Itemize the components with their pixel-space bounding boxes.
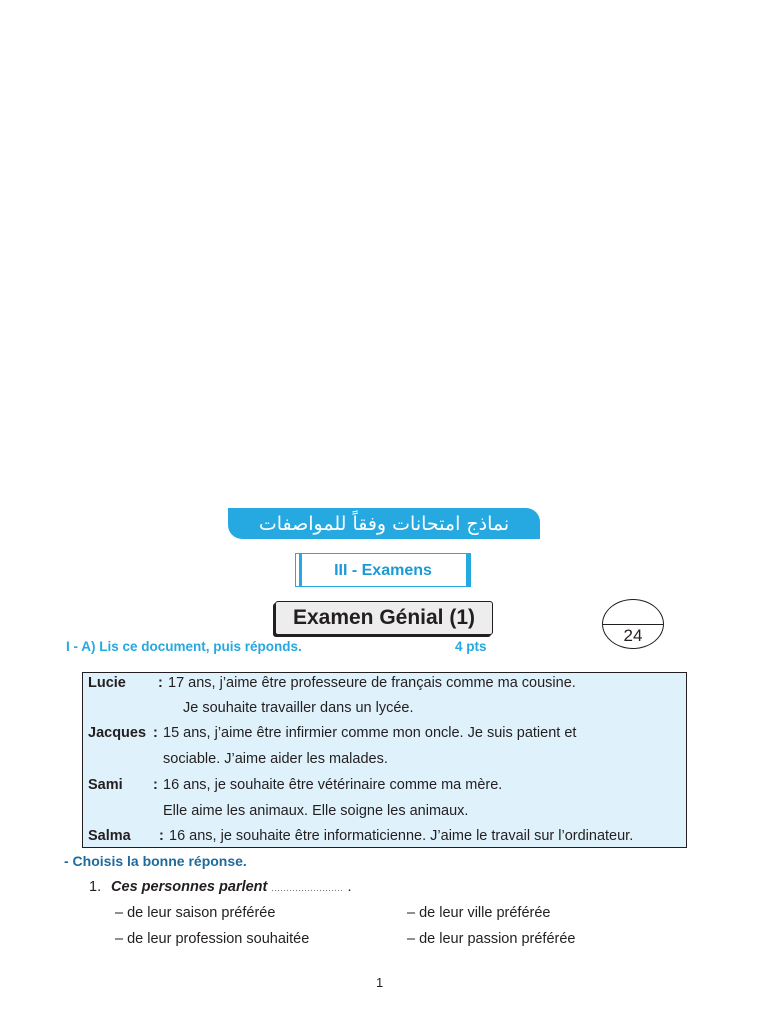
question-text: Ces personnes parlent: [111, 879, 268, 895]
option-b: – de leur ville préférée: [407, 905, 551, 921]
entry-separator: :: [159, 828, 164, 844]
arabic-title-text: نماذج امتحانات وفقاً للمواصفات: [258, 512, 510, 535]
exam-title: Examen Génial (1): [292, 606, 476, 629]
part-points: 4 pts: [455, 639, 487, 654]
entry-name: Sami: [88, 777, 123, 793]
option-c: – de leur profession souhaitée: [115, 931, 310, 947]
question-end-punct: .: [347, 879, 352, 895]
document-box: [82, 672, 687, 848]
entry-line: 17 ans, j’aime être professeure de français comme ma cousine.: [168, 675, 576, 691]
entry-line: 16 ans, je souhaite être informaticienne. J’aime le travail sur l’ordinateur.: [169, 828, 634, 844]
question-number: 1.: [89, 879, 102, 895]
exercise-instruction: - Choisis la bonne réponse.: [64, 853, 247, 869]
entry-separator: :: [153, 725, 158, 741]
entry-line: Elle aime les animaux. Elle soigne les animaux.: [163, 803, 469, 819]
entry-line: 16 ans, je souhaite être vétérinaire comme ma mère.: [163, 777, 503, 793]
entry-line: 15 ans, j’aime être infirmier comme mon oncle. Je suis patient et: [163, 725, 577, 741]
page-number: 1: [376, 975, 384, 990]
answer-blank: ........................: [271, 883, 344, 893]
arabic-title-banner: [228, 508, 540, 539]
page-badge-number: 24: [623, 626, 643, 645]
option-d: – de leur passion préférée: [407, 931, 576, 947]
question-1: [89, 879, 351, 895]
option-a: – de leur saison préférée: [115, 905, 276, 921]
part-instruction: I - A) Lis ce document, puis réponds.: [66, 639, 302, 654]
exam-title-box: [275, 601, 493, 635]
entry-separator: :: [153, 777, 158, 793]
entry-separator: :: [158, 675, 163, 691]
section-title: III - Examens: [334, 562, 432, 579]
entry-name: Salma: [88, 828, 131, 844]
entry-name: Lucie: [88, 675, 126, 691]
entry-line: sociable. J’aime aider les malades.: [163, 751, 388, 767]
entry-name: Jacques: [88, 725, 147, 741]
entry-line: Je souhaite travailler dans un lycée.: [183, 700, 414, 716]
page-badge-circle: [602, 599, 664, 649]
page-badge-divider: [603, 624, 663, 625]
section-title-box: [295, 553, 471, 587]
